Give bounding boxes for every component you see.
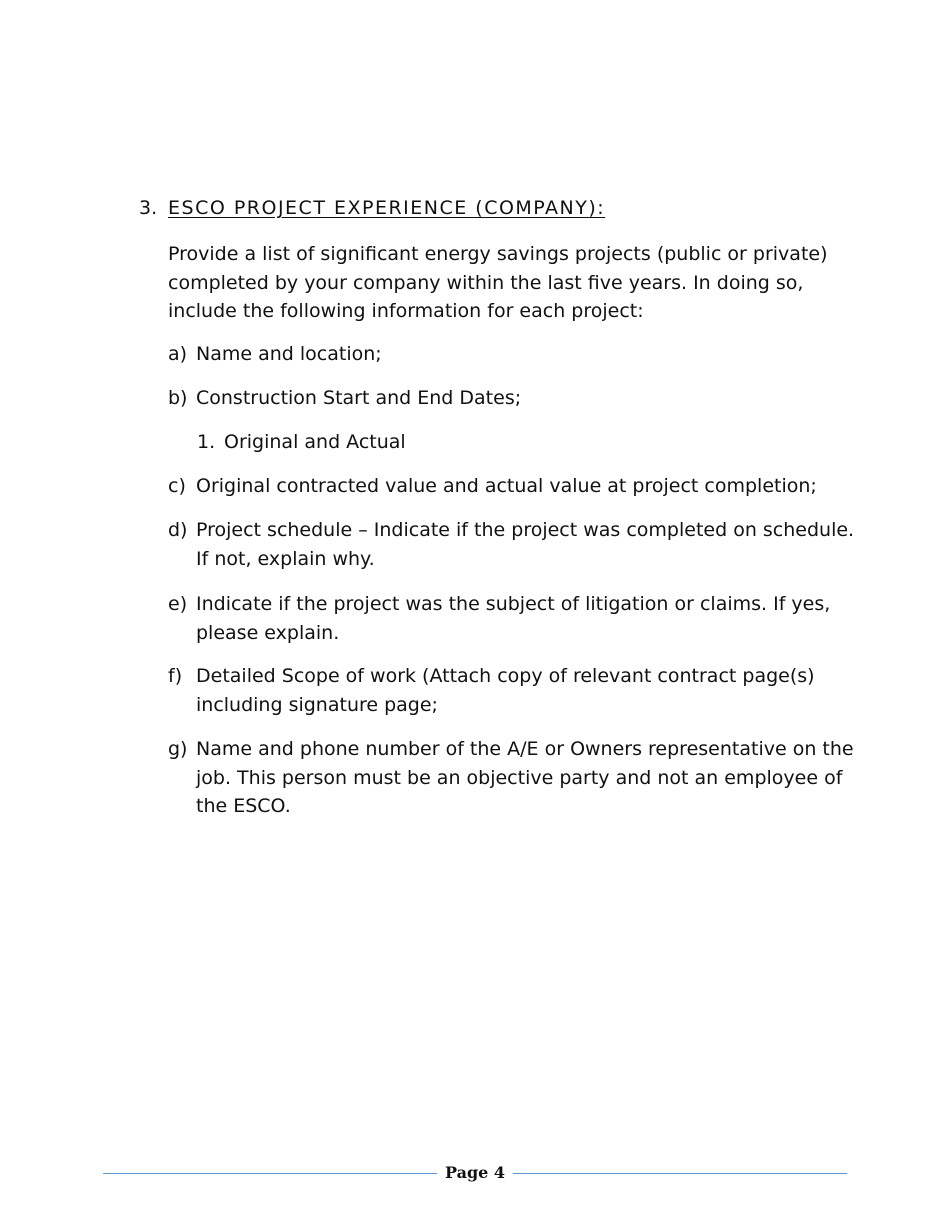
list-marker: g) xyxy=(168,738,188,760)
list-item-c xyxy=(168,472,858,501)
section-title: ESCO PROJECT EXPERIENCE (COMPANY): xyxy=(168,197,606,219)
list-marker: c) xyxy=(168,475,186,497)
list-marker: b) xyxy=(168,387,188,409)
list-marker: f) xyxy=(168,665,183,687)
list-item-text: Indicate if the project was the subject of litigation or claims. If yes, please explain. xyxy=(196,593,831,644)
list-marker: d) xyxy=(168,519,188,541)
sub-list-item-1 xyxy=(197,428,857,457)
page-number: Page 4 xyxy=(444,1163,506,1182)
list-item-a xyxy=(168,340,858,369)
list-item-b xyxy=(168,384,858,413)
section-heading xyxy=(139,196,839,220)
list-marker: a) xyxy=(168,343,188,365)
list-item-text: Name and location; xyxy=(196,343,382,365)
list-item-text: Construction Start and End Dates; xyxy=(196,387,522,409)
list-item-f xyxy=(168,662,858,719)
list-item-g xyxy=(168,735,858,821)
list-item-text: Project schedule – Indicate if the project was completed on schedule. If not, explain why. xyxy=(196,519,855,570)
list-marker: e) xyxy=(168,593,188,615)
list-item-d xyxy=(168,516,858,573)
footer-rule-left xyxy=(103,1173,437,1174)
sub-list-item-text: Original and Actual xyxy=(224,431,406,453)
section-number: 3. xyxy=(139,197,158,219)
sub-list-marker: 1. xyxy=(197,431,216,453)
list-item-text: Name and phone number of the A/E or Owners representative on the job. This person must be an objective party and not an employee of the ESCO. xyxy=(196,738,854,817)
list-item-text: Detailed Scope of work (Attach copy of relevant contract page(s) including signature page; xyxy=(196,665,815,716)
list-item-e xyxy=(168,590,858,647)
section-intro-paragraph: Provide a list of significant energy savings projects (public or private) completed by your company within the last five years. In doing so, include the following information for each project: xyxy=(168,243,828,322)
list-item-text: Original contracted value and actual value at project completion; xyxy=(196,475,817,497)
footer-rule-right xyxy=(513,1173,847,1174)
